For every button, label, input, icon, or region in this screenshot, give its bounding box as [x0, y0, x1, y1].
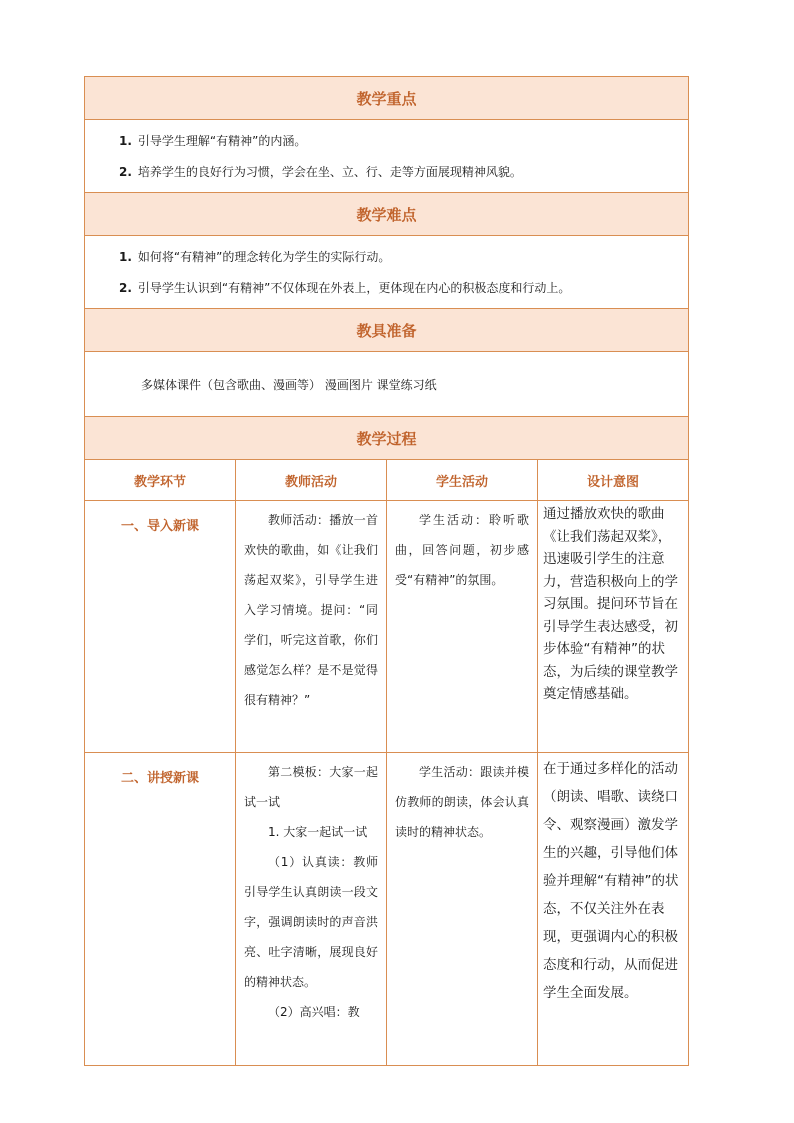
lesson-plan-table: [84, 76, 689, 1066]
student-activity-cell: 学生活动：聆听歌曲，回答问题，初步感受“有精神”的氛围。: [387, 501, 538, 753]
teacher-activity-cell: 教师活动：播放一首欢快的歌曲，如《让我们荡起双桨》，引导学生进入学习情境。提问：“同学们，听完这首歌，你们感觉怎么样？是不是觉得很有精神？”: [236, 501, 387, 753]
key-points-list: [85, 120, 689, 193]
table-row: [85, 501, 689, 753]
stage-cell: 二、讲授新课: [85, 753, 236, 1066]
difficulties-heading: 教学难点: [85, 193, 689, 236]
column-header-stage: 教学环节: [85, 460, 236, 501]
key-points-heading: 教学重点: [85, 77, 689, 120]
column-header-student: 学生活动: [387, 460, 538, 501]
design-intent-cell: 通过播放欢快的歌曲《让我们荡起双桨》，迅速吸引学生的注意力，营造积极向上的学习氛围。提问环节旨在引导学生表达感受，初步体验“有精神”的状态，为后续的课堂教学奠定情感基础。: [538, 501, 689, 753]
list-item: 1. 引导学生理解“有精神”的内涵。: [119, 134, 307, 148]
stage-cell: 一、导入新课: [85, 501, 236, 753]
materials-heading: 教具准备: [85, 309, 689, 352]
column-header-design: 设计意图: [538, 460, 689, 501]
list-item: 2. 引导学生认识到“有精神”不仅体现在外表上，更体现在内心的积极态度和行动上。: [119, 281, 571, 295]
teacher-activity-cell: 第二模板：大家一起试一试 1. 大家一起试一试 （1）认真读：教师引导学生认真朗读一段文字，强调朗读时的声音洪亮、吐字清晰，展现良好的精神状态。 （2）高兴唱：教: [236, 753, 387, 1066]
student-activity-cell: 学生活动：跟读并模仿教师的朗读，体会认真读时的精神状态。: [387, 753, 538, 1066]
column-header-teacher: 教师活动: [236, 460, 387, 501]
design-intent-cell: 在于通过多样化的活动（朗读、唱歌、读绕口令、观察漫画）激发学生的兴趣，引导他们体验并理解“有精神”的状态，不仅关注外在表现，更强调内心的积极态度和行动，从而促进学生全面发展。: [538, 753, 689, 1066]
process-heading: 教学过程: [85, 417, 689, 460]
difficulties-list: [85, 236, 689, 309]
materials-text: 多媒体课件（包含歌曲、漫画等） 漫画图片 课堂练习纸: [85, 352, 689, 417]
list-item: 2. 培养学生的良好行为习惯，学会在坐、立、行、走等方面展现精神风貌。: [119, 165, 522, 179]
list-item: 1. 如何将“有精神”的理念转化为学生的实际行动。: [119, 250, 391, 264]
lesson-plan-sheet: [84, 76, 688, 1066]
table-row: [85, 753, 689, 1066]
